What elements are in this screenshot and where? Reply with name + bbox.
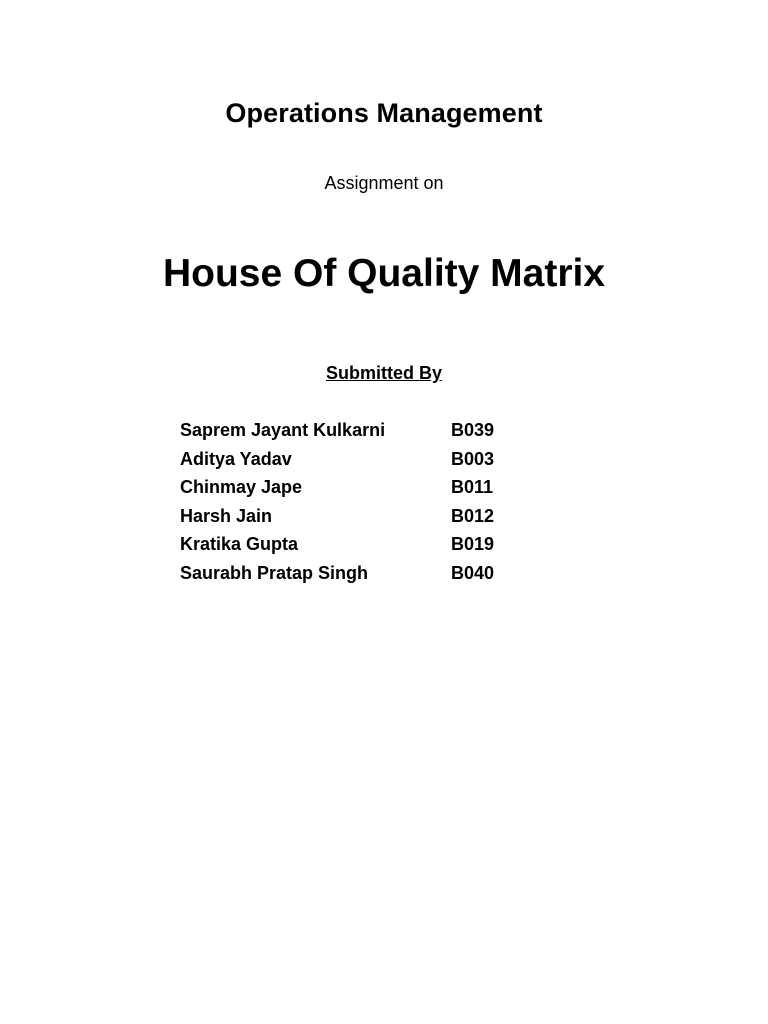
- member-name: Saprem Jayant Kulkarni: [180, 420, 386, 440]
- member-row: [180, 532, 540, 561]
- member-row: [180, 475, 540, 504]
- assignment-title: House Of Quality Matrix: [162, 252, 606, 295]
- member-row: [180, 504, 540, 533]
- assignment-subtitle: Assignment on: [324, 173, 444, 193]
- member-name: Saurabh Pratap Singh: [180, 562, 369, 583]
- member-name: Harsh Jain: [180, 505, 273, 526]
- member-roll-number: B019: [451, 534, 495, 554]
- member-row: [180, 561, 540, 590]
- member-name: Aditya Yadav: [180, 448, 292, 469]
- submitted-by-heading: Submitted By: [325, 363, 442, 383]
- member-roll-number: B040: [451, 562, 495, 583]
- member-row: [180, 418, 540, 447]
- member-roll-number: B039: [451, 420, 495, 440]
- member-roll-number: B012: [451, 505, 495, 526]
- member-row: [180, 447, 540, 476]
- member-name: Chinmay Jape: [180, 477, 303, 497]
- member-list: [180, 418, 540, 589]
- member-roll-number: B003: [451, 448, 495, 469]
- course-title: Operations Management: [225, 98, 543, 128]
- member-name: Kratika Gupta: [180, 534, 299, 554]
- member-roll-number: B011: [451, 477, 494, 497]
